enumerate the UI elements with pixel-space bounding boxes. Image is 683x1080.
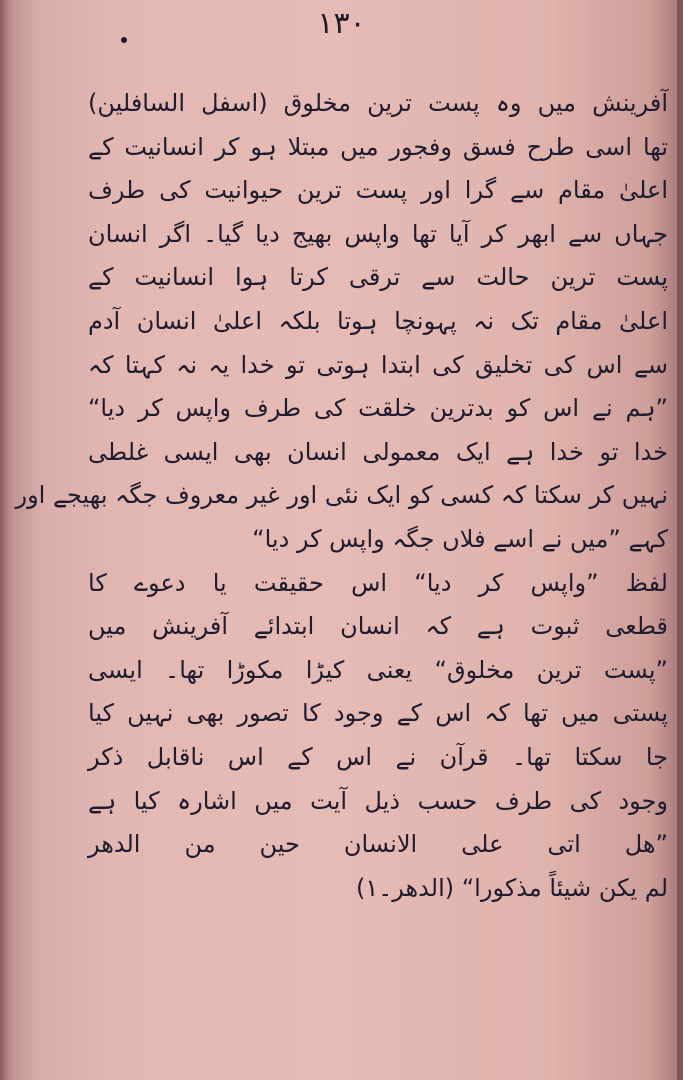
text-line: جا سکتا تھا۔ قرآن نے اس کے اس ناقابل ذکر	[88, 742, 668, 771]
text-line: تھا اسی طرح فسق وفجور میں مبتلا ہو کر انسانیت کے	[88, 132, 668, 161]
text-line: نہیں کر سکتا کہ کسی کو ایک نئی اور غیر معروف جگہ بھیجے اور	[15, 481, 668, 510]
text-line: اعلیٰ مقام تک نہ پہونچا ہوتا بلکہ اعلیٰ انسان آدم	[88, 306, 668, 335]
ink-dot	[121, 37, 127, 43]
text-line: ”ھل اتی علی الانسان حین من الدھر	[88, 830, 668, 859]
page-spine-shadow	[0, 0, 14, 1080]
text-line: اعلیٰ مقام سے گرا اور پست ترین حیوانیت کی طرف	[88, 176, 668, 205]
page-number: ۱۳۰	[317, 6, 366, 41]
text-line: جہاں سے ابھر کر آیا تھا واپس بھیج دیا گیا۔ اگر انسان	[88, 219, 668, 248]
text-line: پستی میں تھا کہ اس کے وجود کا تصور بھی نہیں کیا	[88, 699, 668, 728]
text-line: ”ہم نے اس کو بدترین خلقت کی طرف واپس کر دیا“	[88, 394, 668, 423]
text-line: وجود کی طرف حسب ذیل آیت میں اشارہ کیا ہے	[88, 786, 668, 815]
text-line: قطعی ثبوت ہے کہ انسان ابتدائے آفرینش میں	[88, 612, 668, 641]
page-edge	[677, 0, 683, 1080]
body-text	[15, 82, 668, 910]
text-line: ”پست ترین مخلوق“ یعنی کیڑا مکوڑا تھا۔ ایسی	[88, 655, 668, 684]
text-line: کہے ”میں نے اسے فلاں جگہ واپس کر دیا“	[252, 524, 668, 553]
text-line: خدا تو خدا ہے ایک معمولی انسان بھی ایسی غلطی	[88, 437, 668, 466]
text-line: لفظ ”واپس کر دیا“ اس حقیقت یا دعوے کا	[88, 568, 668, 597]
text-line: آفرینش میں وہ پست ترین مخلوق (اسفل السافلین)	[88, 89, 668, 117]
text-line: لم یکن شیئاً مذکورا“ (الدھر۔۱)	[355, 873, 668, 902]
text-line: سے اس کی تخلیق کی ابتدا ہوتی تو خدا یہ نہ کہتا کہ	[88, 350, 668, 379]
text-line: پست ترین حالت سے ترقی کرتا ہوا انسانیت کے	[88, 263, 668, 292]
